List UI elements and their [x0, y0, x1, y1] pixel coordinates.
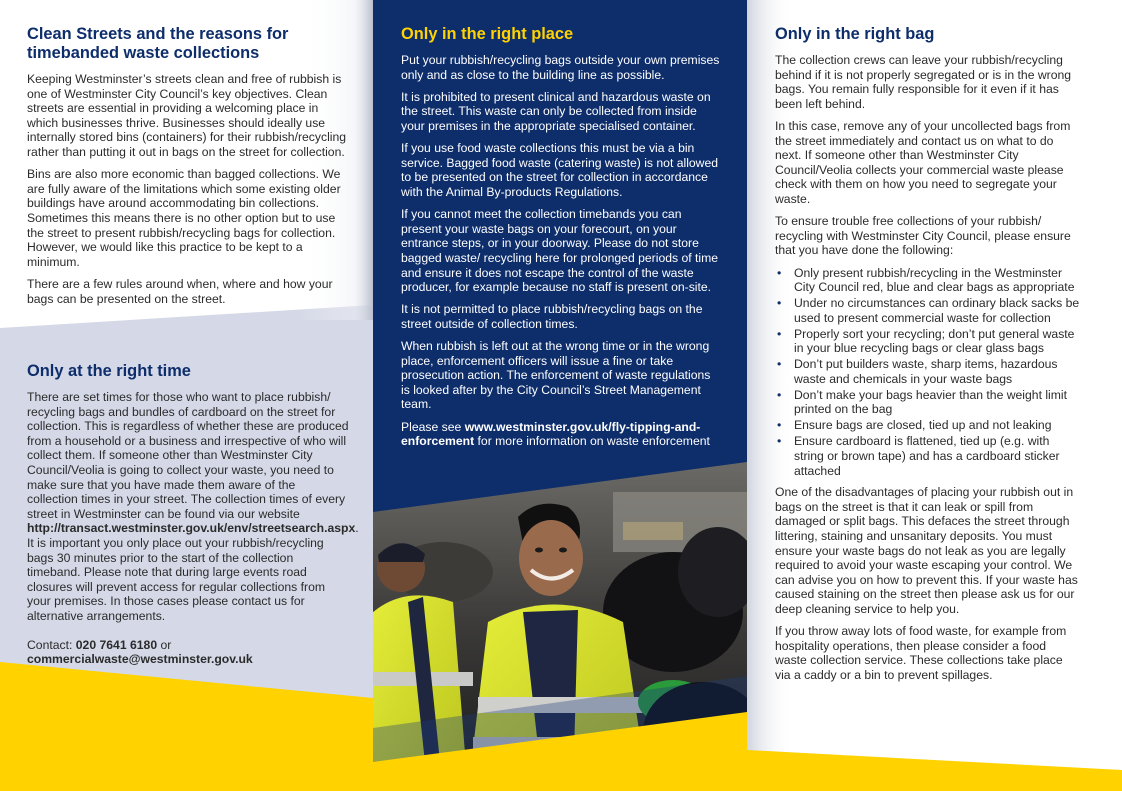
requirements-list [775, 266, 1080, 479]
right-bag-paragraph: If you throw away lots of food waste, for example from hospitality operations, then please consider a food waste collection service. These collections take place via a caddy or a bin to prevent spillages. [775, 624, 1067, 682]
clean-streets-section [27, 25, 349, 314]
list-item: • Only present rubbish/recycling in the Westminster City Council red, blue and clear bags as appropriate [777, 265, 1075, 295]
enforcement-info [401, 420, 721, 449]
right-time-text-1: There are set times for those who want to place rubbish/ recycling bags and bundles of cardboard on the street for collection. This is regardless of whether these are produced from a household or a business and irrespective of who will collect them. If someone other than Westminster City Council/Veolia is going to collect your waste, you need to make sure that you have made them aware of the collection times in your street. The collection times of every street in Westminster can be found via our website [27, 390, 349, 521]
right-bag-paragraph: The collection crews can leave your rubbish/recycling behind if it is not properly segregated or is in the wrong bags. You remain fully responsible for it even if it has been left behind. [775, 53, 1072, 111]
clean-streets-title: Clean Streets and the reasons for timebanded waste collections [27, 25, 289, 62]
right-place-paragraph: It is not permitted to place rubbish/recycling bags on the street outside of collection times. [401, 302, 703, 331]
list-item: • Don’t make your bags heavier than the weight limit printed on the bag [777, 387, 1068, 417]
list-item: • Don’t put builders waste, sharp items, hazardous waste and chemicals in your waste bags [777, 357, 1058, 386]
list-item: • Ensure cardboard is flattened, tied up (e.g. with string or brown tape) and has a cardboard sticker attached [777, 434, 1060, 478]
contact-or: or [157, 637, 172, 652]
right-bag-title: Only in the right bag [775, 25, 935, 43]
list-item: • Properly sort your recycling; don’t put general waste in your blue recycling bags or clear glass bags [777, 326, 1075, 356]
right-bag-paragraph: One of the disadvantages of placing your rubbish out in bags on the street is that it can leak or spill from damaged or split bags. This defaces the street through littering, staining and unsanitary deposits. You must ensure your waste bags do not leak as you are legally required to avoid your waste escaping your control. We can advise you on how to prevent this. If your waste has caused staining on the street then please ask us for our deep cleaning service to help you. [775, 485, 1078, 616]
right-time-paragraph [27, 390, 359, 624]
right-panel [747, 0, 1122, 791]
fly-tipping-link[interactable]: www.westminster.gov.uk/fly-tipping-and-enforcement [401, 419, 701, 449]
bullet-icon: • [777, 357, 782, 372]
clean-paragraph: Bins are also more economic than bagged collections. We are fully aware of the limitations which some existing older buildings have around accommodating bin collections. Sometimes this means there is no other option but to use the street to present rubbish/recycling bags for collection. However, we would like this practice to be kept to a minimum. [27, 167, 341, 269]
bullet-icon: • [777, 387, 782, 402]
list-item: • Ensure bags are closed, tied up and not leaking [777, 418, 1052, 433]
left-panel [0, 0, 373, 791]
right-bag-paragraph: In this case, remove any of your uncollected bags from the street immediately and contact us on what to do next. If someone other than Westminster City Council/Veolia collects your commercial waste please check with them on how you need to segregate your waste. [775, 118, 1071, 206]
right-time-section [27, 362, 359, 674]
right-bag-section [775, 25, 1080, 690]
contact-line [27, 638, 349, 667]
right-place-paragraph: If you use food waste collections this must be via a bin service. Bagged food waste (catering waste) is not allowed to be presented on the street for collection in accordance with the Animal By-products Regulations. [401, 141, 719, 199]
right-place-title: Only in the right place [401, 25, 574, 43]
middle-panel [373, 0, 747, 791]
right-time-title: Only at the right time [27, 362, 191, 380]
contact-label: Contact: [27, 637, 76, 652]
bullet-icon: • [777, 418, 782, 433]
bullet-icon: • [777, 296, 782, 311]
bullet-icon: • [777, 434, 782, 449]
street-search-link[interactable]: http://transact.westminster.gov.uk/env/streetsearch.aspx [27, 521, 356, 536]
clean-paragraph: Keeping Westminster’s streets clean and free of rubbish is one of Westminster City Council’s key objectives. Clean streets are essential in providing a welcoming place in which businesses thrive. Businesses should ideally use internally stored bins (containers) for their rubbish/recycling rather than putting it out in bags on the street for collection. [27, 72, 347, 159]
clean-paragraph: There are a few rules around when, where and how your bags can be presented on the street. [27, 276, 333, 306]
right-time-text-2: . It is important you only place out your rubbish/recycling bags 30 minutes prior to the start of the collection timeband. Please note that during large events road closures will prevent access for regular collections from your premises. In those cases please contact us for alternative arrangements. [27, 521, 359, 623]
bullet-icon: • [777, 326, 782, 341]
contact-email-link[interactable]: commercialwaste@westminster.gov.uk [27, 652, 253, 667]
right-place-section [401, 25, 721, 456]
right-place-paragraph: It is prohibited to present clinical and hazardous waste on the street. This waste can only be collected from inside your premises in the appropriate specialised container. [401, 89, 711, 133]
right-place-paragraph: When rubbish is left out at the wrong time or in the wrong place, enforcement officers will issue a fine or take prosecution action. The enforcement of waste regulations is looked after by the City Council’s Street Management team. [401, 339, 711, 412]
right-place-paragraph: If you cannot meet the collection timebands you can present your waste bags on your forecourt, on your entrance steps, or in your doorway. Please do not store bagged waste/ recycling here for prolonged periods of time and ensure it does not escape the control of the waste producer, for example because no staff is present on-site. [401, 207, 719, 295]
right-place-paragraph: Put your rubbish/recycling bags outside your own premises only and as close to the building line as possible. [401, 53, 720, 82]
see-prefix: Please see [401, 419, 465, 434]
contact-phone: 020 7641 6180 [75, 637, 158, 652]
list-item: • Under no circumstances can ordinary black sacks be used to present commercial waste for collection [777, 296, 1080, 325]
bullet-icon: • [777, 265, 782, 280]
see-suffix: for more information on waste enforcement [474, 434, 710, 449]
waste-workers-photo [373, 462, 747, 791]
right-bag-paragraph: To ensure trouble free collections of your rubbish/ recycling with Westminster City Council, please ensure that you have done the following: [775, 214, 1071, 258]
